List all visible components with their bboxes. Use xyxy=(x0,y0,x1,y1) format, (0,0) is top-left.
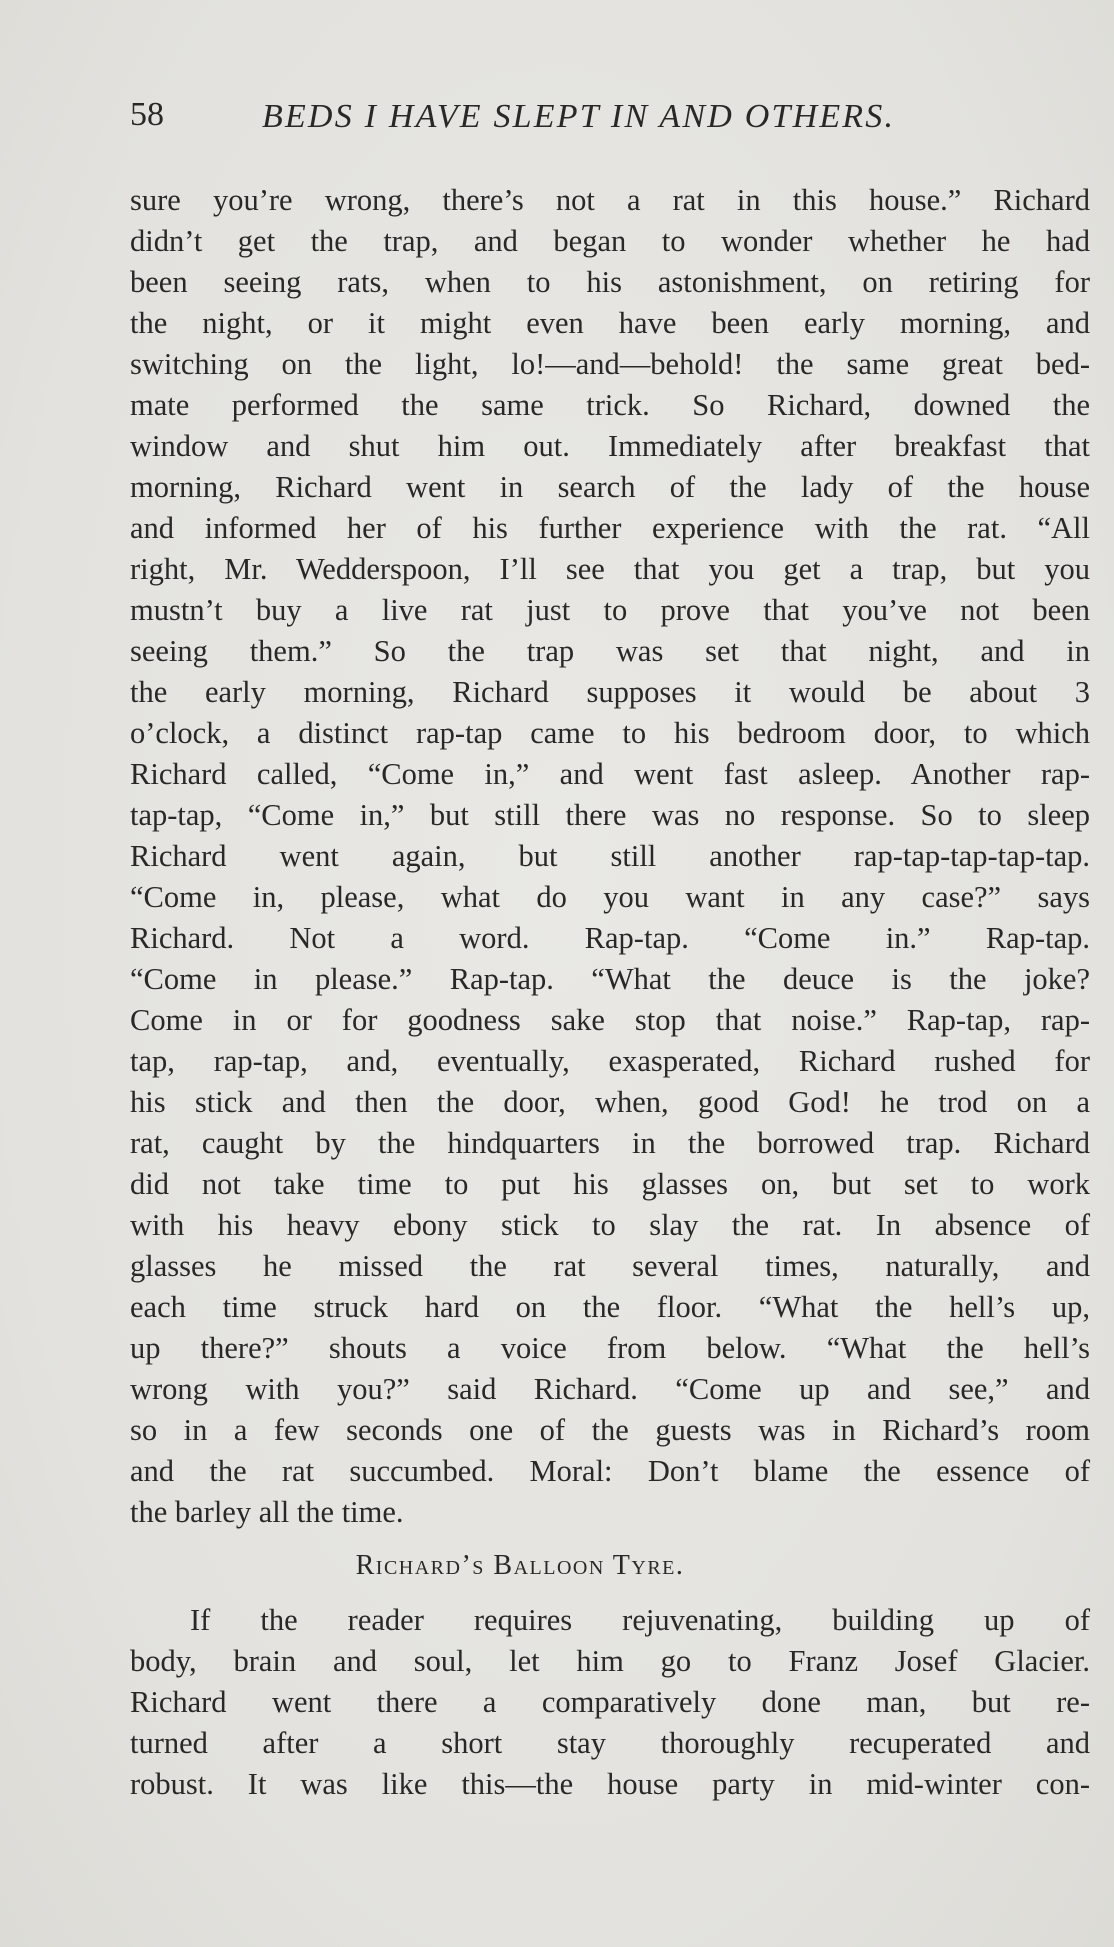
text-line: seeing them.” So the trap was set that night, and in xyxy=(130,634,1090,668)
text-line: Richard went again, but still another rap-tap-tap-tap-tap. xyxy=(130,839,1090,873)
text-line: wrong with you?” said Richard. “Come up and see,” and xyxy=(130,1372,1090,1406)
text-line: “Come in, please, what do you want in any case?” says xyxy=(130,880,1090,914)
text-line: sure you’re wrong, there’s not a rat in this house.” Richard xyxy=(130,183,1090,217)
text-line: with his heavy ebony stick to slay the rat. In absence of xyxy=(130,1208,1090,1242)
text-line: each time struck hard on the floor. “What the hell’s up, xyxy=(130,1290,1090,1324)
text-line: Richard called, “Come in,” and went fast asleep. Another rap- xyxy=(130,757,1090,791)
text-line: Richard went there a comparatively done man, but re- xyxy=(130,1685,1090,1719)
text-line: the early morning, Richard supposes it would be about 3 xyxy=(130,675,1090,709)
text-line: the night, or it might even have been early morning, and xyxy=(130,306,1090,340)
paragraph-balloon-tyre xyxy=(130,1600,1090,1805)
text-line: and the rat succumbed. Moral: Don’t blame the essence of xyxy=(130,1454,1090,1488)
text-line: window and shut him out. Immediately after breakfast that xyxy=(130,429,1090,463)
text-line: up there?” shouts a voice from below. “What the hell’s xyxy=(130,1331,1090,1365)
text-line: so in a few seconds one of the guests was in Richard’s room xyxy=(130,1413,1090,1447)
text-line: “Come in please.” Rap-tap. “What the deuce is the joke? xyxy=(130,962,1090,996)
text-line: switching on the light, lo!—and—behold! the same great bed- xyxy=(130,347,1090,381)
page-body xyxy=(130,180,1090,1805)
page-number: 58 xyxy=(130,96,164,133)
text-line: mate performed the same trick. So Richard, downed the xyxy=(130,388,1090,422)
text-line: turned after a short stay thoroughly recuperated and xyxy=(130,1726,1090,1760)
text-line: been seeing rats, when to his astonishment, on retiring for xyxy=(130,265,1090,299)
section-heading: Richard’s Balloon Tyre. xyxy=(355,1550,685,1581)
text-line: the barley all the time. xyxy=(130,1495,404,1529)
page-header xyxy=(130,96,980,146)
text-line: right, Mr. Wedderspoon, I’ll see that you get a trap, but you xyxy=(130,552,1090,586)
text-line: robust. It was like this—the house party in mid-winter con- xyxy=(130,1767,1090,1801)
text-line: o’clock, a distinct rap-tap came to his bedroom door, to which xyxy=(130,716,1090,750)
text-line: rat, caught by the hindquarters in the borrowed trap. Richard xyxy=(130,1126,1090,1160)
text-line: Richard. Not a word. Rap-tap. “Come in.” Rap-tap. xyxy=(130,921,1090,955)
text-line: Come in or for goodness sake stop that noise.” Rap-tap, rap- xyxy=(130,1003,1090,1037)
text-line: mustn’t buy a live rat just to prove that you’ve not been xyxy=(130,593,1090,627)
text-line: and informed her of his further experience with the rat. “All xyxy=(130,511,1090,545)
text-line: didn’t get the trap, and began to wonder whether he had xyxy=(130,224,1090,258)
text-line: body, brain and soul, let him go to Franz Josef Glacier. xyxy=(130,1644,1090,1678)
text-line: his stick and then the door, when, good God! he trod on a xyxy=(130,1085,1090,1119)
text-line: tap, rap-tap, and, eventually, exasperated, Richard rushed for xyxy=(130,1044,1090,1078)
text-line: morning, Richard went in search of the lady of the house xyxy=(130,470,1090,504)
text-line: If the reader requires rejuvenating, building up of xyxy=(190,1603,1090,1637)
text-line: glasses he missed the rat several times, naturally, and xyxy=(130,1249,1090,1283)
text-line: tap-tap, “Come in,” but still there was no response. So to sleep xyxy=(130,798,1090,832)
running-head: BEDS I HAVE SLEPT IN AND OTHERS. xyxy=(262,98,896,135)
text-line: did not take time to put his glasses on, but set to work xyxy=(130,1167,1090,1201)
paragraph-rat-story xyxy=(130,180,1090,1533)
